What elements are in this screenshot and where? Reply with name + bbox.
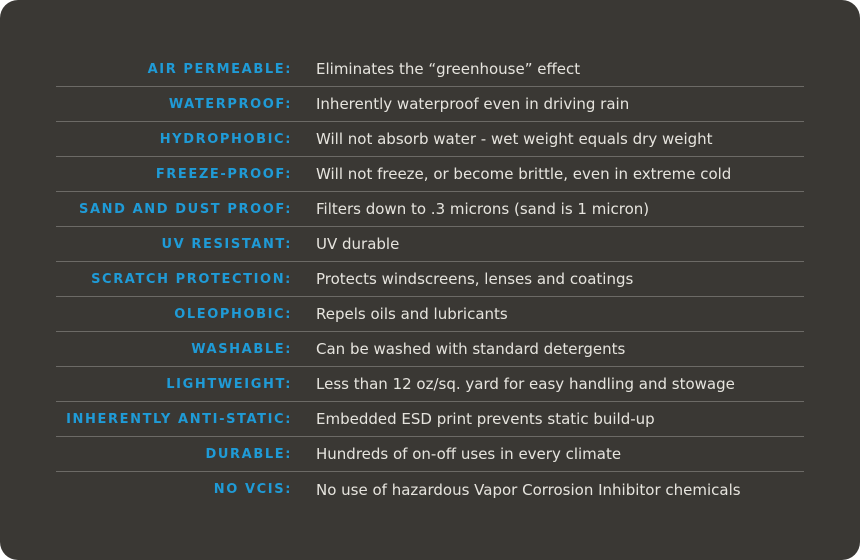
- spec-value: Less than 12 oz/sq. yard for easy handling and stowage: [316, 375, 735, 393]
- spec-value: Can be washed with standard detergents: [316, 340, 626, 358]
- spec-value: Repels oils and lubricants: [316, 305, 508, 323]
- spec-value: Filters down to .3 microns (sand is 1 micron): [316, 200, 650, 218]
- spec-label: AIR PERMEABLE:: [147, 61, 292, 77]
- spec-value: Will not freeze, or become brittle, even in extreme cold: [316, 165, 732, 183]
- spec-value: UV durable: [316, 235, 400, 253]
- spec-row: [56, 52, 804, 87]
- spec-label: WASHABLE:: [191, 341, 292, 357]
- spec-row: [56, 192, 804, 227]
- spec-label: DURABLE:: [205, 446, 292, 462]
- spec-row: [56, 402, 804, 437]
- spec-label: OLEOPHOBIC:: [174, 306, 292, 322]
- spec-row: [56, 262, 804, 297]
- spec-label: LIGHTWEIGHT:: [166, 376, 292, 392]
- spec-label: FREEZE-PROOF:: [155, 166, 292, 182]
- spec-row: [56, 332, 804, 367]
- spec-label: NO VCIS:: [213, 482, 292, 497]
- spec-label: UV RESISTANT:: [161, 236, 292, 252]
- spec-label: SCRATCH PROTECTION:: [91, 271, 292, 287]
- spec-value: Will not absorb water - wet weight equals dry weight: [316, 130, 713, 148]
- spec-table: [56, 52, 804, 507]
- spec-row: [56, 367, 804, 402]
- spec-value: Hundreds of on-off uses in every climate: [316, 445, 622, 463]
- spec-label: INHERENTLY ANTI-STATIC:: [66, 411, 292, 427]
- spec-label: SAND AND DUST PROOF:: [79, 201, 292, 217]
- spec-value: No use of hazardous Vapor Corrosion Inhibitor chemicals: [316, 480, 741, 499]
- spec-value: Inherently waterproof even in driving rain: [316, 95, 630, 113]
- spec-row: [56, 157, 804, 192]
- spec-value: Eliminates the “greenhouse” effect: [316, 60, 581, 78]
- spec-row: [56, 297, 804, 332]
- spec-value: Embedded ESD print prevents static build-up: [316, 410, 655, 428]
- spec-row: [56, 437, 804, 472]
- spec-label: HYDROPHOBIC:: [159, 131, 292, 147]
- spec-value: Protects windscreens, lenses and coatings: [316, 270, 634, 288]
- spec-row: [56, 122, 804, 157]
- spec-row: [56, 227, 804, 262]
- spec-label: WATERPROOF:: [168, 96, 292, 112]
- spec-row: [56, 87, 804, 122]
- spec-row: [56, 472, 804, 507]
